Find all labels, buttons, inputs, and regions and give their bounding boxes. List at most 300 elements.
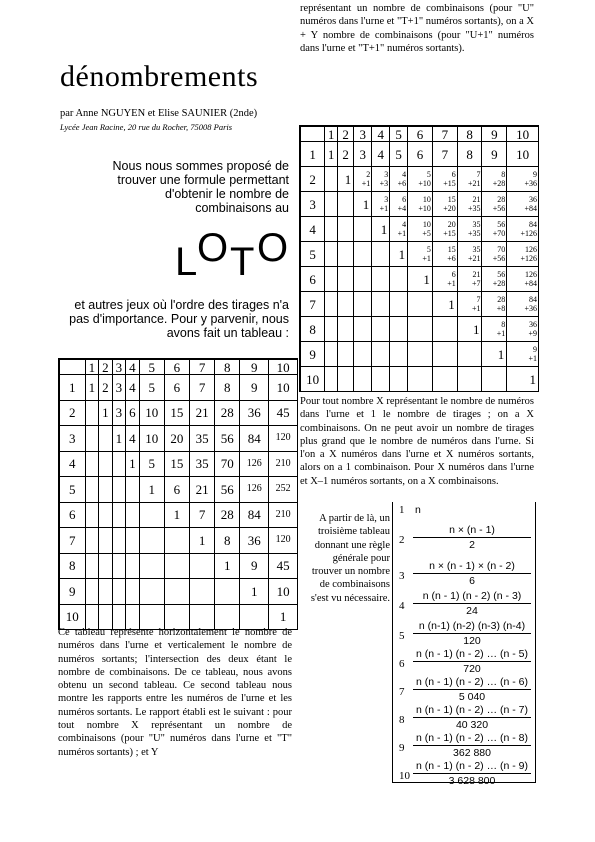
table-cell	[432, 317, 457, 342]
sum-bottom-value: +84	[524, 279, 537, 288]
table-row	[300, 192, 539, 217]
header-cell: 5	[139, 359, 164, 375]
sum-top-value: 28	[497, 195, 506, 204]
row-label-cell: 8	[59, 553, 85, 579]
formula-index: 3	[399, 570, 405, 582]
header-cell: 8	[215, 359, 240, 375]
table-cell	[164, 553, 189, 579]
sum-top-value: 6	[451, 270, 456, 279]
table-cell: 70	[215, 451, 240, 477]
sum-cell	[390, 217, 408, 242]
table-cell: 45	[269, 553, 298, 579]
table-cell: 6	[408, 142, 433, 167]
sum-top-value: 36	[529, 320, 537, 329]
loto-letter-l: L	[175, 240, 198, 284]
sum-cell	[482, 292, 507, 317]
table-cell: 3	[354, 142, 372, 167]
sum-cell	[507, 342, 539, 367]
sum-top-value: 35	[472, 220, 481, 229]
sum-cell	[482, 317, 507, 342]
table-header-row	[300, 126, 539, 142]
table-cell	[112, 502, 126, 528]
formula-denominator: 6	[469, 575, 475, 587]
header-cell: 4	[126, 359, 140, 375]
table-cell: 1	[372, 217, 390, 242]
sum-cell	[507, 317, 539, 342]
sum-bottom-value: +56	[492, 254, 506, 263]
sum-bottom-value: +1	[528, 354, 537, 363]
table-cell	[338, 192, 354, 217]
table-cell: 21	[189, 477, 214, 503]
sum-bottom-value: +20	[443, 204, 456, 213]
intro-text: Nous nous sommes proposé de trouver une formule permettant d'obtenir le nombre de combinaisons au	[112, 159, 289, 215]
table-cell: 10	[139, 400, 164, 426]
header-cell	[300, 126, 325, 142]
sum-top-value: 70	[497, 245, 506, 254]
sum-top-value: 126	[525, 245, 537, 254]
explanation-paragraph-1: Ce tableau représente horizontalement le nombre de numéros dans l'urne et verticalement le nombre de numéros sortants; l'intersection des deux étant le nombre de combinaisons. De ce tableau, nous avons obtenu un second tableau. Ce second tableau nous montre les rapports entre les numéros de l'urne et les numéros sortants. Le rapport établi est le suivant : pour tout nombre X représentant un nombre de combinaisons (pour "U" numéros dans l'urne et "T" numéros sortants) ; et Y	[58, 627, 292, 758]
table-cell: 210	[269, 451, 298, 477]
formula-denominator: 120	[463, 635, 481, 647]
sum-bottom-value: +1	[447, 279, 456, 288]
table-cell: 1	[432, 292, 457, 317]
sum-top-value: 7	[476, 170, 481, 179]
sum-top-value: 10	[422, 195, 431, 204]
page-title: dénombrements	[60, 60, 259, 93]
table-cell	[390, 267, 408, 292]
formula-denominator: 362 880	[453, 747, 491, 759]
table-cell	[372, 292, 390, 317]
table-cell: 4	[372, 142, 390, 167]
sum-top-value: 5	[426, 170, 431, 179]
sum-top-value: 84	[529, 295, 537, 304]
table-cell: 3	[112, 400, 126, 426]
formula-numerator: n (n - 1) (n - 2) … (n - 5)	[413, 648, 531, 662]
sum-cell	[457, 217, 482, 242]
table-header-row	[59, 359, 298, 375]
sum-cell	[390, 167, 408, 192]
sum-cell	[482, 192, 507, 217]
sum-bottom-value: +6	[397, 179, 407, 188]
sum-cell	[432, 267, 457, 292]
row-label-cell: 7	[300, 292, 325, 317]
table-cell: 1	[85, 375, 99, 401]
table-cell: 5	[390, 142, 408, 167]
explanation-paragraph-2: représentant un nombre de combinaisons (pour "U" numéros dans l'urne et "T+1" numéros sortants), on a X + Y nombre de combinaisons (pour "U+1" numéros dans l'urne et "T+1" numéros sortants).	[300, 3, 534, 54]
table-cell	[126, 528, 140, 554]
formula-index: 10	[399, 770, 410, 782]
formula-numerator: n (n-1) (n-2) (n-3) (n-4)	[413, 620, 531, 634]
row-label-cell: 10	[300, 367, 325, 392]
table-row	[300, 367, 539, 392]
table-cell	[126, 579, 140, 605]
sum-cell	[432, 217, 457, 242]
table-row	[300, 142, 539, 167]
sum-bottom-value: +9	[528, 329, 537, 338]
sum-top-value: 5	[426, 245, 431, 254]
sum-cell	[372, 167, 390, 192]
sum-cell	[507, 192, 539, 217]
sum-bottom-value: +15	[443, 229, 456, 238]
formula-fraction	[413, 648, 531, 675]
table-cell	[189, 579, 214, 605]
table-cell	[390, 292, 408, 317]
table-cell: 15	[164, 451, 189, 477]
row-label-cell: 3	[59, 426, 85, 452]
table-cell: 10	[269, 579, 298, 605]
header-cell: 3	[354, 126, 372, 142]
sum-top-value: 9	[533, 170, 537, 179]
sum-bottom-value: +10	[418, 179, 431, 188]
sum-bottom-value: +126	[520, 254, 537, 263]
sum-bottom-value: +70	[492, 229, 506, 238]
formula-denominator: 40 320	[455, 719, 489, 731]
formula-index: 7	[399, 686, 405, 698]
table-cell: 35	[189, 426, 214, 452]
table-cell	[372, 367, 390, 392]
formula-fraction: n	[415, 504, 421, 516]
table-cell	[99, 426, 113, 452]
sum-top-value: 8	[501, 320, 506, 329]
sum-top-value: 35	[472, 245, 481, 254]
table-cell	[372, 242, 390, 267]
table-cell	[354, 317, 372, 342]
table-cell	[126, 502, 140, 528]
table-row	[59, 426, 298, 452]
table-cell	[85, 553, 99, 579]
table-cell	[139, 579, 164, 605]
formula-index: 8	[399, 714, 405, 726]
row-label-cell: 10	[59, 604, 85, 630]
sum-cell	[507, 267, 539, 292]
formula-table	[392, 502, 536, 787]
table-cell	[354, 342, 372, 367]
table-cell: 1	[112, 426, 126, 452]
table-cell: 1	[215, 553, 240, 579]
sum-bottom-value: +35	[467, 229, 481, 238]
table-cell	[126, 477, 140, 503]
sum-bottom-value: +28	[492, 179, 506, 188]
table-cell: 8	[215, 375, 240, 401]
row-label-cell: 4	[59, 451, 85, 477]
table-cell: 6	[126, 400, 140, 426]
table-cell	[164, 579, 189, 605]
table-cell	[85, 477, 99, 503]
table-cell: 1	[457, 317, 482, 342]
authors-line: par Anne NGUYEN et Elise SAUNIER (2nde)	[60, 108, 258, 119]
sum-cell	[432, 167, 457, 192]
row-label-cell: 7	[59, 528, 85, 554]
sum-relations-table	[299, 125, 539, 392]
table-row	[300, 267, 539, 292]
sum-bottom-value: +84	[524, 204, 537, 213]
loto-logo	[175, 228, 295, 284]
explanation-paragraph-3: Pour tout nombre X représentant le nombre de numéros dans l'urne et 1 le nombre de tirages ; on a X combinaisons. On ne peut avoir un nombre de tirages plus grand que le nombre de numéros dans l'urne. Si l'on a X numéros dans l'urne et X numéros sortants, alors on a 1 combinaison. Pour X numéros dans l'urne et X–1 numéros sortants, on a X combinaisons.	[300, 396, 534, 487]
table-cell: 10	[139, 426, 164, 452]
sum-bottom-value: +1	[361, 179, 371, 188]
table-cell: 1	[338, 167, 354, 192]
table-cell	[215, 579, 240, 605]
table-cell	[457, 367, 482, 392]
header-cell: 7	[432, 126, 457, 142]
table-cell	[457, 342, 482, 367]
formula-numerator: n (n - 1) (n - 2) … (n - 9)	[413, 760, 531, 774]
table-cell: 3	[112, 375, 126, 401]
formula-index: 2	[399, 534, 405, 546]
table-row	[300, 167, 539, 192]
table-cell: 56	[215, 426, 240, 452]
row-label-cell: 1	[59, 375, 85, 401]
table-cell: 21	[189, 400, 214, 426]
table-cell	[85, 451, 99, 477]
table-cell	[354, 267, 372, 292]
sum-bottom-value: +7	[471, 279, 481, 288]
table-cell	[408, 342, 433, 367]
table-cell	[325, 192, 338, 217]
sum-top-value: 21	[472, 270, 481, 279]
formula-numerator: n (n - 1) (n - 2) … (n - 7)	[413, 704, 531, 718]
table-cell: 7	[432, 142, 457, 167]
table-cell: 1	[126, 451, 140, 477]
sum-bottom-value: +6	[447, 254, 456, 263]
table-cell	[139, 553, 164, 579]
formula-fraction	[413, 760, 531, 787]
table-cell	[408, 367, 433, 392]
formula-fraction	[413, 620, 531, 647]
table-cell	[99, 502, 113, 528]
header-cell: 9	[482, 126, 507, 142]
table-cell: 15	[164, 400, 189, 426]
row-label-cell: 5	[59, 477, 85, 503]
table-cell	[408, 317, 433, 342]
explanation-paragraph-4: A partir de là, un troisième tableau donnant une règle générale pour trouver un nombre de combinaisons s'est vu nécessaire.	[310, 513, 390, 604]
table-cell	[99, 528, 113, 554]
row-label-cell: 6	[59, 502, 85, 528]
table-row	[59, 502, 298, 528]
table-cell: 6	[164, 477, 189, 503]
table-row	[300, 242, 539, 267]
table-cell: 4	[126, 426, 140, 452]
table-cell: 1	[325, 142, 338, 167]
table-cell	[354, 367, 372, 392]
table-cell	[354, 292, 372, 317]
sum-cell	[408, 192, 433, 217]
formula-denominator: 3 628 800	[448, 775, 496, 787]
table-cell: 1	[164, 502, 189, 528]
table-cell	[338, 242, 354, 267]
table-cell	[112, 553, 126, 579]
table-cell: 84	[240, 502, 269, 528]
sum-top-value: 36	[529, 195, 537, 204]
sum-top-value: 15	[447, 245, 456, 254]
formula-fraction	[413, 560, 531, 587]
sum-top-value: 15	[447, 195, 456, 204]
loto-letter-o1: O	[197, 226, 229, 270]
table-cell: 7	[189, 375, 214, 401]
table-cell	[164, 528, 189, 554]
table-cell	[390, 342, 408, 367]
row-label-cell: 3	[300, 192, 325, 217]
table-cell	[338, 267, 354, 292]
sum-bottom-value: +1	[379, 204, 389, 213]
sum-bottom-value: +3	[379, 179, 389, 188]
sum-cell	[457, 167, 482, 192]
sum-top-value: 21	[472, 195, 481, 204]
formula-denominator: 720	[463, 663, 481, 675]
table-cell: 1	[390, 242, 408, 267]
table-cell: 1	[99, 400, 113, 426]
formula-numerator: n (n - 1) (n - 2) … (n - 6)	[413, 676, 531, 690]
header-cell: 8	[457, 126, 482, 142]
table-cell: 8	[457, 142, 482, 167]
table-cell	[390, 317, 408, 342]
table-cell	[372, 317, 390, 342]
table-row	[59, 553, 298, 579]
table-cell: 84	[240, 426, 269, 452]
sum-cell	[390, 192, 408, 217]
formula-index: 9	[399, 742, 405, 754]
sum-bottom-value: +10	[418, 204, 431, 213]
header-cell: 2	[99, 359, 113, 375]
table-cell	[354, 242, 372, 267]
table-cell	[99, 451, 113, 477]
table-cell: 120	[269, 426, 298, 452]
table-cell: 126	[240, 451, 269, 477]
formula-numerator: n × (n - 1)	[413, 524, 531, 538]
sum-top-value: 126	[525, 270, 537, 279]
sum-cell	[482, 167, 507, 192]
table-cell	[482, 367, 507, 392]
table-cell	[189, 553, 214, 579]
table-cell	[408, 292, 433, 317]
sum-cell	[457, 242, 482, 267]
sum-cell	[507, 167, 539, 192]
table-cell	[112, 579, 126, 605]
table-cell	[325, 167, 338, 192]
sum-top-value: 4	[402, 170, 407, 179]
table-cell: 7	[189, 502, 214, 528]
row-label-cell: 8	[300, 317, 325, 342]
table-cell	[325, 317, 338, 342]
header-cell: 6	[408, 126, 433, 142]
table-cell: 4	[126, 375, 140, 401]
header-cell: 10	[507, 126, 539, 142]
sum-cell	[432, 192, 457, 217]
row-label-cell: 6	[300, 267, 325, 292]
table-cell	[85, 426, 99, 452]
sum-cell	[354, 167, 372, 192]
sum-bottom-value: +4	[397, 204, 407, 213]
header-cell	[59, 359, 85, 375]
loto-letter-t: T	[230, 240, 255, 284]
sum-bottom-value: +21	[467, 179, 481, 188]
formula-denominator: 5 040	[458, 691, 486, 703]
table-cell: 1	[408, 267, 433, 292]
sum-cell	[482, 242, 507, 267]
header-cell: 5	[390, 126, 408, 142]
table-cell: 45	[269, 400, 298, 426]
table-cell	[85, 528, 99, 554]
sum-bottom-value: +1	[422, 254, 431, 263]
sum-top-value: 7	[476, 295, 481, 304]
table-cell	[99, 477, 113, 503]
header-cell: 10	[269, 359, 298, 375]
sum-bottom-value: +8	[496, 304, 506, 313]
sum-cell	[408, 217, 433, 242]
sum-bottom-value: +21	[467, 254, 481, 263]
table-cell: 1	[189, 528, 214, 554]
row-label-cell: 1	[300, 142, 325, 167]
table-cell: 126	[240, 477, 269, 503]
row-label-cell: 2	[59, 400, 85, 426]
header-cell: 1	[85, 359, 99, 375]
sum-bottom-value: +36	[524, 304, 537, 313]
table-cell: 9	[240, 375, 269, 401]
sum-bottom-value: +56	[492, 204, 506, 213]
sum-bottom-value: +5	[422, 229, 431, 238]
intro-text-2: et autres jeux où l'ordre des tirages n'a pas d'importance. Pour y parvenir, nous avons fait un tableau :	[69, 298, 289, 340]
table-cell: 5	[139, 451, 164, 477]
table-row	[300, 217, 539, 242]
sum-bottom-value: +28	[492, 279, 506, 288]
table-cell	[325, 367, 338, 392]
table-row	[300, 317, 539, 342]
sum-bottom-value: +126	[520, 229, 537, 238]
table-cell	[338, 367, 354, 392]
table-cell	[85, 579, 99, 605]
row-label-cell: 4	[300, 217, 325, 242]
sum-top-value: 2	[366, 170, 371, 179]
formula-fraction	[413, 676, 531, 703]
table-cell	[338, 342, 354, 367]
formula-index: 1	[399, 504, 405, 516]
sum-top-value: 9	[533, 345, 537, 354]
sum-cell	[408, 242, 433, 267]
formula-numerator: n (n - 1) (n - 2) (n - 3)	[413, 590, 531, 604]
table-cell	[325, 217, 338, 242]
table-row	[59, 451, 298, 477]
table-cell	[139, 502, 164, 528]
sum-top-value: 4	[402, 220, 407, 229]
sum-bottom-value: +36	[524, 179, 537, 188]
sum-bottom-value: +35	[467, 204, 481, 213]
table-cell: 9	[482, 142, 507, 167]
table-cell	[338, 217, 354, 242]
table-cell: 252	[269, 477, 298, 503]
header-cell: 3	[112, 359, 126, 375]
sum-top-value: 3	[384, 170, 389, 179]
table-cell	[354, 217, 372, 242]
table-cell: 20	[164, 426, 189, 452]
table-row	[59, 477, 298, 503]
sum-cell	[457, 192, 482, 217]
table-cell: 1	[240, 579, 269, 605]
table-cell	[372, 342, 390, 367]
table-cell: 1	[354, 192, 372, 217]
sum-top-value: 3	[384, 195, 389, 204]
table-cell	[85, 400, 99, 426]
table-cell	[325, 342, 338, 367]
row-label-cell: 9	[300, 342, 325, 367]
table-cell: 28	[215, 400, 240, 426]
table-row	[300, 342, 539, 367]
address-line: Lycée Jean Racine, 20 rue du Rocher, 75008 Paris	[60, 122, 233, 132]
table-row	[59, 528, 298, 554]
table-cell: 120	[269, 528, 298, 554]
sum-cell	[372, 192, 390, 217]
sum-top-value: 56	[497, 270, 506, 279]
table-cell	[85, 502, 99, 528]
